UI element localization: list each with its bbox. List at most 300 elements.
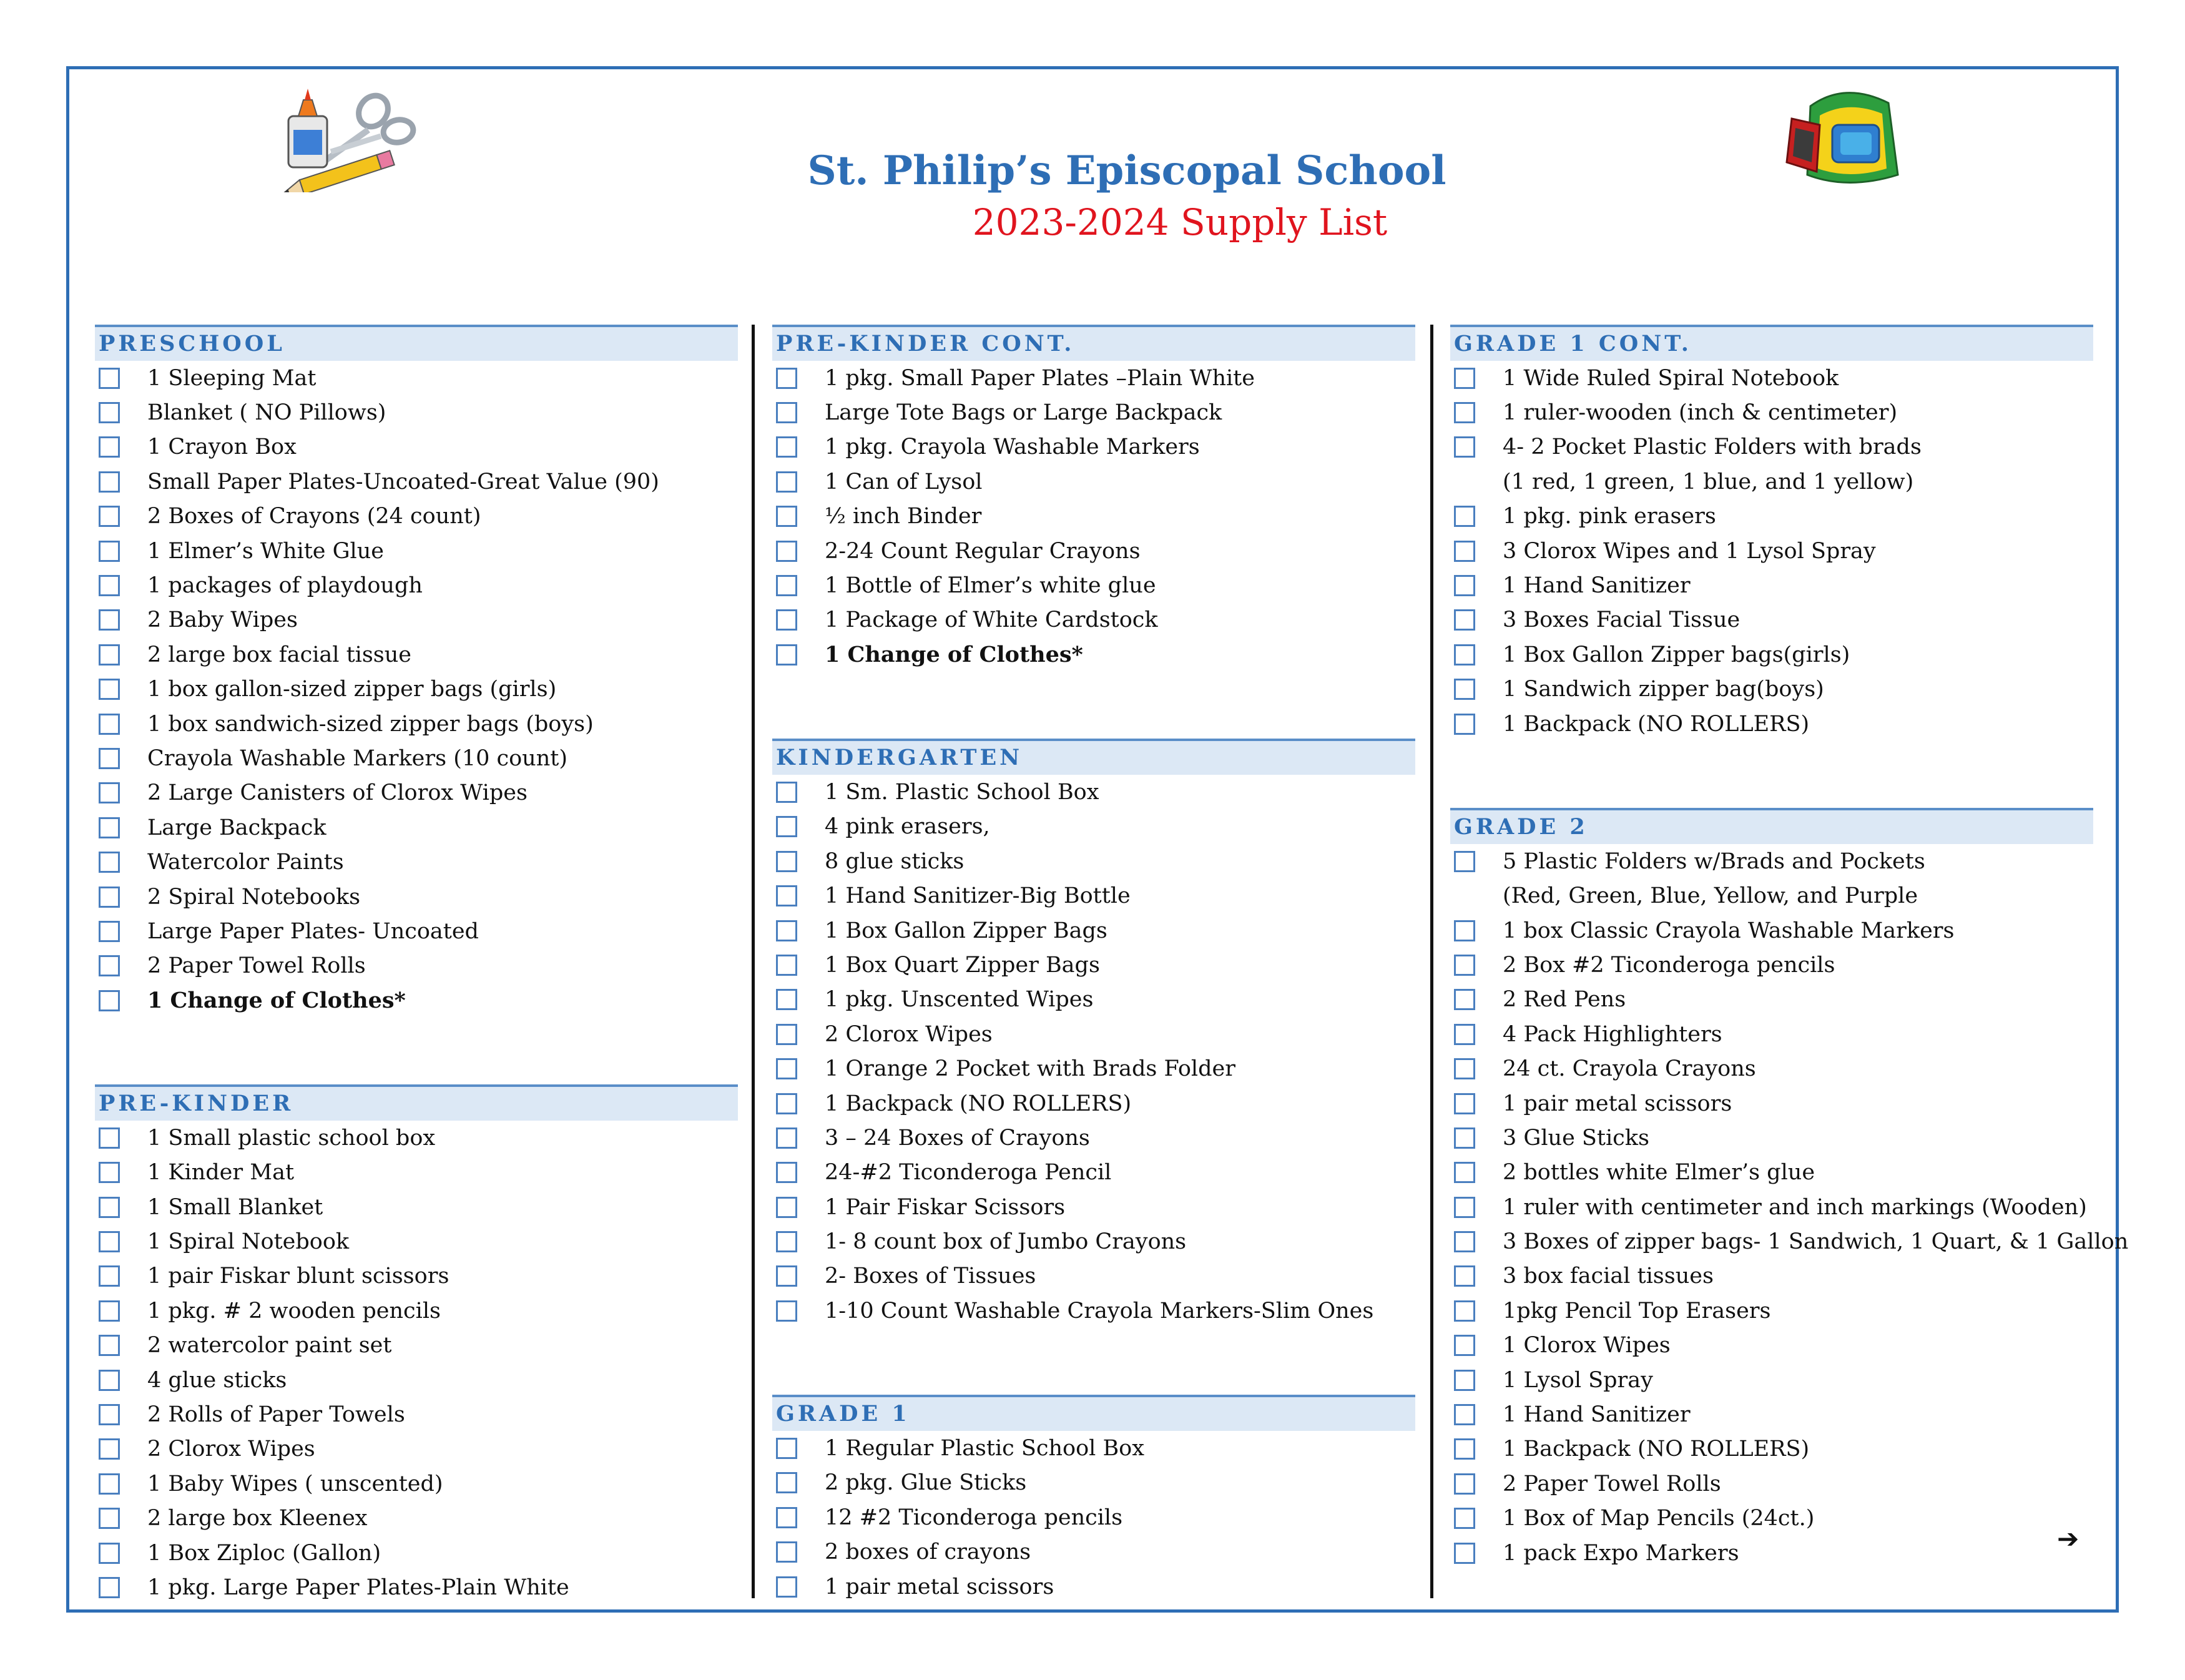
item-label: 2 Large Canisters of Clorox Wipes: [147, 780, 528, 806]
list-item: [95, 1156, 738, 1190]
checkbox[interactable]: [776, 989, 797, 1010]
column-1: [95, 325, 738, 1605]
checkbox[interactable]: [99, 921, 120, 942]
item-label: 1 pair Fiskar blunt scissors: [147, 1264, 449, 1289]
list-item: [95, 845, 738, 879]
checkbox[interactable]: [99, 955, 120, 976]
checkbox[interactable]: [776, 1265, 797, 1287]
checkbox[interactable]: [776, 471, 797, 493]
section-grade-1-cont: [1450, 325, 2093, 741]
list-item: [95, 1259, 738, 1294]
section-gap: [772, 1329, 1415, 1395]
list-item: [95, 430, 738, 464]
item-label: 2 Clorox Wipes: [825, 1021, 993, 1047]
section-preschool: [95, 325, 738, 1018]
list-item: [1450, 948, 2093, 982]
checkbox[interactable]: [1454, 1300, 1475, 1322]
column-divider: [752, 325, 755, 1598]
item-label: 1 Change of Clothes*: [825, 642, 1083, 668]
item-label: 1 Bottle of Elmer’s white glue: [825, 573, 1156, 599]
list-item: [1450, 913, 2093, 948]
checkbox[interactable]: [776, 609, 797, 631]
checkbox[interactable]: [1454, 436, 1475, 458]
item-label: 1 Spiral Notebook: [147, 1229, 350, 1255]
list-item: [95, 395, 738, 430]
list-item: [1450, 844, 2093, 878]
list-item: [95, 568, 738, 602]
checkbox[interactable]: [1454, 368, 1475, 389]
section-pre-kinder: [95, 1084, 738, 1604]
checkbox[interactable]: [99, 1300, 120, 1322]
list-item: [772, 1017, 1415, 1051]
item-label: 2 Paper Towel Rolls: [147, 953, 366, 979]
list-item: [1450, 983, 2093, 1017]
checkbox[interactable]: [1454, 955, 1475, 976]
list-item: [95, 361, 738, 395]
checkbox[interactable]: [99, 1577, 120, 1598]
checkbox[interactable]: [99, 1197, 120, 1218]
spacer: [1454, 471, 1475, 493]
item-label: 1 packages of playdough: [147, 573, 423, 599]
list-item: [772, 603, 1415, 637]
checkbox[interactable]: [99, 1335, 120, 1356]
list-item: [95, 603, 738, 637]
checkbox[interactable]: [1454, 644, 1475, 666]
list-item: [1450, 1190, 2093, 1224]
section-heading: PRE-KINDER: [95, 1084, 738, 1121]
checkbox[interactable]: [1454, 506, 1475, 527]
item-label: Watercolor Paints: [147, 850, 344, 875]
list-item: [95, 1466, 738, 1501]
section-kindergarten: [772, 739, 1415, 1328]
arrow-right-icon: ➔: [2057, 1523, 2079, 1554]
item-label: 3 Boxes Facial Tissue: [1503, 607, 1741, 633]
checkbox[interactable]: [776, 1507, 797, 1528]
item-label: 4 Pack Highlighters: [1503, 1021, 1722, 1047]
item-label: 1 Clorox Wipes: [1503, 1333, 1671, 1358]
checkbox[interactable]: [99, 1508, 120, 1529]
checkbox[interactable]: [1454, 1370, 1475, 1391]
list-item: [95, 637, 738, 672]
item-label: 1 Package of White Cardstock: [825, 607, 1158, 633]
list-item: [1450, 1224, 2129, 1259]
item-label: 4 pink erasers,: [825, 814, 990, 840]
list-item: [95, 464, 738, 499]
checkbox[interactable]: [99, 714, 120, 735]
checkbox[interactable]: [99, 1162, 120, 1183]
list-item: [772, 499, 1415, 534]
list-item: [1450, 568, 2093, 602]
item-label: 2-24 Count Regular Crayons: [825, 538, 1141, 564]
item-label: 1 Kinder Mat: [147, 1160, 295, 1186]
item-label: 2 Boxes of Crayons (24 count): [147, 504, 481, 529]
list-item: [1450, 1466, 2093, 1501]
column-2: [772, 325, 1415, 1604]
list-item: [772, 844, 1415, 878]
item-label: 1 Lysol Spray: [1503, 1367, 1653, 1393]
checkbox[interactable]: [1454, 1473, 1475, 1495]
checkbox[interactable]: [99, 1404, 120, 1425]
checkbox[interactable]: [1454, 1162, 1475, 1183]
checkbox[interactable]: [1454, 575, 1475, 596]
checkbox[interactable]: [99, 1265, 120, 1287]
checkbox[interactable]: [1454, 1404, 1475, 1425]
checkbox[interactable]: [1454, 541, 1475, 562]
item-label: 1 Backpack (NO ROLLERS): [1503, 1437, 1810, 1462]
list-item: [772, 1224, 1415, 1259]
section-heading: GRADE 1 CONT.: [1450, 325, 2093, 361]
list-item: [1450, 878, 2093, 913]
item-label: 1 Hand Sanitizer-Big Bottle: [825, 883, 1131, 909]
column-3: [1450, 325, 2129, 1570]
checkbox[interactable]: [776, 368, 797, 389]
checkbox[interactable]: [99, 1127, 120, 1149]
list-item: [95, 1432, 738, 1466]
section-heading: KINDERGARTEN: [772, 739, 1415, 775]
section-grade-2: [1450, 808, 2129, 1570]
item-label: 1- 8 count box of Jumbo Crayons: [825, 1229, 1187, 1255]
list-item: [1450, 430, 2093, 464]
checkbox[interactable]: [776, 920, 797, 941]
page-subtitle: 2023-2024 Supply List: [972, 201, 1388, 243]
item-label: 1 box sandwich-sized zipper bags (boys): [147, 711, 594, 737]
list-item: [1450, 1363, 2093, 1397]
item-label: 1 Box Quart Zipper Bags: [825, 952, 1100, 978]
item-label: 24 ct. Crayola Crayons: [1503, 1056, 1756, 1082]
list-item: [772, 775, 1415, 809]
item-label: 1 pair metal scissors: [825, 1574, 1054, 1599]
item-label: 1 pkg. Unscented Wipes: [825, 987, 1094, 1013]
section-heading: PRESCHOOL: [95, 325, 738, 361]
checkbox[interactable]: [776, 782, 797, 803]
item-label: 5 Plastic Folders w/Brads and Pockets: [1503, 848, 1925, 874]
list-item: [1450, 1121, 2093, 1155]
list-item: [772, 430, 1415, 464]
checkbox[interactable]: [99, 1473, 120, 1495]
item-label: 1 Elmer’s White Glue: [147, 538, 385, 564]
item-label: 24-#2 Ticonderoga Pencil: [825, 1160, 1112, 1186]
item-label: 1 pkg. Large Paper Plates-Plain White: [147, 1574, 569, 1600]
checkbox[interactable]: [99, 679, 120, 700]
item-label: ½ inch Binder: [825, 504, 982, 529]
checkbox[interactable]: [99, 990, 120, 1011]
item-label: 1 Sandwich zipper bag(boys): [1503, 677, 1824, 702]
checkbox[interactable]: [776, 1162, 797, 1183]
list-item: [95, 1224, 738, 1259]
checkbox[interactable]: [1454, 609, 1475, 631]
list-item: [772, 1190, 1415, 1224]
item-label: 1 Hand Sanitizer: [1503, 573, 1691, 599]
item-label: 1 box Classic Crayola Washable Markers: [1503, 918, 1955, 943]
item-label: 8 glue sticks: [825, 848, 965, 874]
checkbox[interactable]: [1454, 1231, 1475, 1252]
list-item: [95, 499, 738, 534]
list-item: [772, 1294, 1415, 1328]
checkbox[interactable]: [1454, 1024, 1475, 1045]
list-item: [1450, 707, 2093, 741]
item-label: Large Backpack: [147, 815, 327, 840]
list-item: [772, 1259, 1415, 1294]
list-item: [95, 1329, 738, 1363]
list-item: [772, 1500, 1415, 1535]
checkbox[interactable]: [1454, 1058, 1475, 1079]
item-label: 1 pack Expo Markers: [1503, 1540, 1739, 1566]
list-item: [1450, 1329, 2093, 1363]
list-item: [772, 1569, 1415, 1604]
item-label: 1 Hand Sanitizer: [1503, 1402, 1691, 1428]
checkbox[interactable]: [99, 1438, 120, 1460]
list-item: [772, 1086, 1415, 1121]
item-label: 1 Backpack (NO ROLLERS): [1503, 711, 1810, 737]
list-item: [95, 1536, 738, 1570]
list-item: [772, 1535, 1415, 1569]
checkbox[interactable]: [776, 851, 797, 872]
checkbox[interactable]: [776, 402, 797, 423]
list-item: [95, 1397, 738, 1432]
checkbox[interactable]: [99, 748, 120, 769]
checkbox[interactable]: [99, 368, 120, 389]
checkbox[interactable]: [776, 1231, 797, 1252]
item-label: 1 Sm. Plastic School Box: [825, 780, 1099, 805]
item-label: Small Paper Plates-Uncoated-Great Value (90): [147, 469, 659, 494]
checkbox[interactable]: [1454, 1508, 1475, 1529]
item-label: 1 ruler with centimeter and inch markings (Wooden): [1503, 1194, 2087, 1220]
checkbox[interactable]: [99, 575, 120, 596]
item-label: 1 Box Gallon Zipper Bags: [825, 918, 1107, 943]
list-item: [772, 637, 1415, 672]
list-item: [95, 949, 738, 983]
item-label: Blanket ( NO Pillows): [147, 400, 386, 426]
checkbox[interactable]: [776, 1576, 797, 1598]
list-item: [1450, 1017, 2093, 1051]
item-label: 1 Sleeping Mat: [147, 365, 317, 391]
list-item: [772, 361, 1415, 395]
spacer: [1454, 885, 1475, 906]
checkbox[interactable]: [99, 471, 120, 493]
checkbox[interactable]: [99, 436, 120, 458]
page-title: St. Philip’s Episcopal School: [807, 147, 1446, 194]
checkbox[interactable]: [99, 1370, 120, 1391]
checkbox[interactable]: [776, 1127, 797, 1149]
section-heading: PRE-KINDER CONT.: [772, 325, 1415, 361]
list-item: [95, 880, 738, 914]
list-item: [1450, 603, 2093, 637]
item-label: 1 Crayon Box: [147, 435, 297, 460]
list-item: [95, 914, 738, 948]
checkbox[interactable]: [1454, 851, 1475, 872]
checkbox[interactable]: [776, 1093, 797, 1114]
item-label: 1 pair metal scissors: [1503, 1091, 1732, 1116]
section-pre-kinder-cont: [772, 325, 1415, 672]
section-gap: [1450, 741, 2093, 808]
item-label: 2 Box #2 Ticonderoga pencils: [1503, 952, 1835, 978]
item-label: 3 box facial tissues: [1503, 1264, 1714, 1289]
item-label: 2 large box facial tissue: [147, 642, 412, 667]
checkbox[interactable]: [99, 817, 120, 838]
list-item: [95, 1363, 738, 1397]
list-item: [772, 1156, 1415, 1190]
item-label: 1-10 Count Washable Crayola Markers-Slim Ones: [825, 1298, 1374, 1324]
item-label: 1 Orange 2 Pocket with Brads Folder: [825, 1056, 1235, 1082]
list-item: [1450, 637, 2093, 672]
item-label: 3 Clorox Wipes and 1 Lysol Spray: [1503, 538, 1876, 564]
item-label: 3 Boxes of zipper bags- 1 Sandwich, 1 Quart, & 1 Gallon: [1503, 1229, 2129, 1255]
item-label: 12 #2 Ticonderoga pencils: [825, 1505, 1123, 1530]
checkbox[interactable]: [99, 609, 120, 631]
item-label: 1 pkg. Small Paper Plates –Plain White: [825, 365, 1255, 391]
checkbox[interactable]: [1454, 1093, 1475, 1114]
item-label: 1 Small plastic school box: [147, 1125, 436, 1151]
item-label: Crayola Washable Markers (10 count): [147, 745, 567, 771]
list-item: [95, 741, 738, 775]
item-label: 3 Glue Sticks: [1503, 1125, 1649, 1151]
item-label: 2- Boxes of Tissues: [825, 1264, 1036, 1289]
list-item: [1450, 1259, 2093, 1294]
item-label: 2 Paper Towel Rolls: [1503, 1471, 1721, 1496]
checkbox[interactable]: [99, 887, 120, 908]
checkbox[interactable]: [1454, 989, 1475, 1010]
item-label: (1 red, 1 green, 1 blue, and 1 yellow): [1503, 469, 1914, 494]
item-label: 2 bottles white Elmer’s glue: [1503, 1160, 1815, 1186]
item-label: 2 Clorox Wipes: [147, 1437, 315, 1462]
checkbox[interactable]: [99, 1231, 120, 1252]
item-label: 2 Baby Wipes: [147, 607, 298, 633]
list-item: [95, 1570, 738, 1604]
checkbox[interactable]: [1454, 1265, 1475, 1287]
item-label: 1 pkg. # 2 wooden pencils: [147, 1298, 441, 1324]
list-item: [772, 534, 1415, 568]
list-item: [772, 1051, 1415, 1086]
checkbox[interactable]: [1454, 1438, 1475, 1460]
checkbox[interactable]: [99, 541, 120, 562]
checkbox[interactable]: [99, 644, 120, 666]
item-label: Large Tote Bags or Large Backpack: [825, 400, 1222, 426]
item-label: 2 Red Pens: [1503, 987, 1626, 1013]
list-item: [1450, 1432, 2093, 1466]
list-item: [772, 810, 1415, 844]
checkbox[interactable]: [1454, 1543, 1475, 1564]
list-item: [1450, 1501, 2093, 1536]
item-label: 1 Wide Ruled Spiral Notebook: [1503, 365, 1839, 391]
item-label: 1 Baby Wipes ( unscented): [147, 1471, 443, 1496]
item-label: Large Paper Plates- Uncoated: [147, 918, 479, 944]
list-item: [772, 913, 1415, 948]
section-gap: [95, 1018, 738, 1084]
checkbox[interactable]: [1454, 920, 1475, 941]
list-item: [772, 983, 1415, 1017]
checkbox[interactable]: [776, 1438, 797, 1459]
list-item: [1450, 499, 2093, 534]
list-item: [772, 464, 1415, 499]
list-item: [1450, 1294, 2093, 1328]
checkbox[interactable]: [776, 1197, 797, 1218]
checkbox[interactable]: [776, 955, 797, 976]
item-label: 1 pkg. pink erasers: [1503, 504, 1716, 529]
list-item: [95, 810, 738, 845]
list-item: [95, 983, 738, 1018]
list-item: [95, 1190, 738, 1224]
checkbox[interactable]: [776, 1472, 797, 1493]
item-label: 1 ruler-wooden (inch & centimeter): [1503, 400, 1898, 426]
checkbox[interactable]: [776, 575, 797, 596]
list-item: [1450, 1156, 2093, 1190]
list-item: [95, 776, 738, 810]
list-item: [1450, 395, 2093, 430]
list-item: [772, 948, 1415, 982]
item-label: 1 Regular Plastic School Box: [825, 1436, 1144, 1461]
list-item: [95, 1294, 738, 1328]
checkbox[interactable]: [776, 1024, 797, 1045]
item-label: 1 Backpack (NO ROLLERS): [825, 1091, 1132, 1116]
checkbox[interactable]: [1454, 1197, 1475, 1218]
checkbox[interactable]: [776, 1300, 797, 1322]
list-item: [1450, 1086, 2093, 1121]
list-item: [1450, 464, 2093, 499]
item-label: 3 – 24 Boxes of Crayons: [825, 1125, 1090, 1151]
list-item: [95, 1501, 738, 1536]
list-item: [1450, 1397, 2093, 1432]
checkbox[interactable]: [99, 506, 120, 527]
checkbox[interactable]: [1454, 714, 1475, 735]
item-label: 2 boxes of crayons: [825, 1540, 1031, 1565]
checkbox[interactable]: [1454, 1127, 1475, 1149]
section-gap: [772, 672, 1415, 739]
checkbox[interactable]: [99, 402, 120, 423]
list-item: [1450, 672, 2093, 707]
checkbox[interactable]: [776, 1058, 797, 1079]
item-label: 4- 2 Pocket Plastic Folders with brads: [1503, 435, 1922, 460]
item-label: 2 watercolor paint set: [147, 1333, 392, 1358]
checkbox[interactable]: [776, 1541, 797, 1563]
checkbox[interactable]: [99, 1543, 120, 1564]
list-item: [1450, 1051, 2093, 1086]
item-label: 2 large box Kleenex: [147, 1506, 368, 1531]
list-item: [95, 534, 738, 568]
checkbox[interactable]: [99, 852, 120, 873]
checkbox[interactable]: [1454, 679, 1475, 700]
list-item: [1450, 1536, 2093, 1570]
item-label: 1 box gallon-sized zipper bags (girls): [147, 677, 557, 702]
list-item: [772, 1431, 1415, 1465]
checkbox[interactable]: [776, 436, 797, 458]
list-item: [95, 672, 738, 707]
item-label: 1 Box Gallon Zipper bags(girls): [1503, 642, 1850, 667]
checkbox[interactable]: [1454, 402, 1475, 423]
checkbox[interactable]: [776, 816, 797, 837]
list-item: [1450, 534, 2093, 568]
item-label: 4 glue sticks: [147, 1367, 287, 1393]
item-label: 1pkg Pencil Top Erasers: [1503, 1298, 1771, 1324]
list-item: [1450, 361, 2093, 395]
item-label: 1 Can of Lysol: [825, 469, 983, 494]
item-label: 1 Box of Map Pencils (24ct.): [1503, 1506, 1815, 1531]
checkbox[interactable]: [776, 885, 797, 906]
item-label: 1 pkg. Crayola Washable Markers: [825, 435, 1200, 460]
list-item: [772, 878, 1415, 913]
item-label: 1 Pair Fiskar Scissors: [825, 1194, 1066, 1220]
section-grade-1: [772, 1395, 1415, 1604]
item-label: 1 Change of Clothes*: [147, 988, 406, 1014]
checkbox[interactable]: [776, 644, 797, 666]
list-item: [772, 1466, 1415, 1500]
checkbox[interactable]: [776, 541, 797, 562]
item-label: 1 Box Ziploc (Gallon): [147, 1540, 381, 1566]
checkbox[interactable]: [776, 506, 797, 527]
list-item: [772, 568, 1415, 602]
checkbox[interactable]: [99, 782, 120, 803]
list-item: [95, 707, 738, 741]
checkbox[interactable]: [1454, 1335, 1475, 1356]
